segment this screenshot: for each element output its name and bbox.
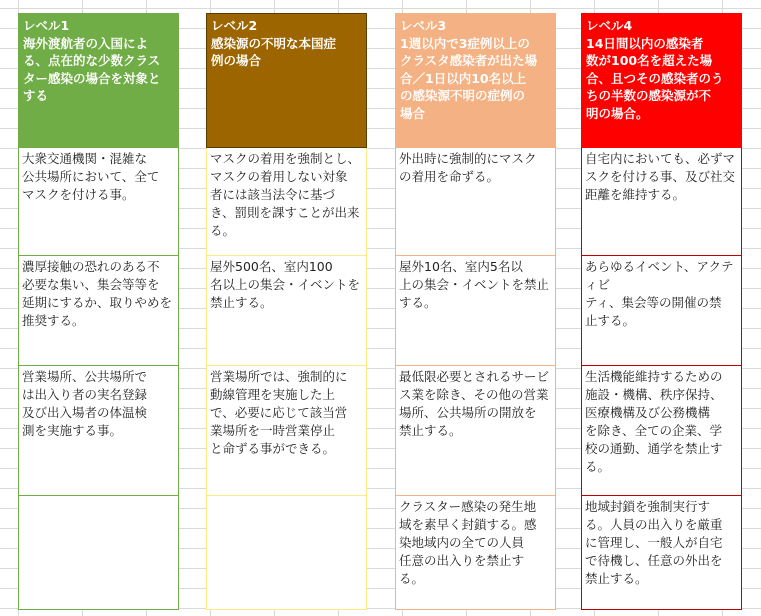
level-4-header-text: レベル4 14日間以内の感染者 数が100名を超えた場 合、且つその感染者のう ちの半数の感染源が不 明の場合。 [586, 18, 724, 121]
level-3-row-2-cell[interactable] [395, 256, 556, 366]
level-4-row-2-text: あらゆるイベント、アクティビ ティ、集会等の開催の禁 止する。 [585, 259, 734, 328]
level-3-column [395, 13, 556, 610]
level-3-row-1-cell[interactable] [395, 148, 556, 256]
level-3-row-2-text: 屋外10名、室内5名以 上の集会・イベントを禁止 する。 [399, 259, 550, 310]
level-3-row-3-cell[interactable] [395, 366, 556, 496]
level-1-row-2-text: 濃厚接触の恐れのある不 必要な集い、集会等等を 延期にするか、取りやめを 推奨する。 [22, 259, 173, 328]
level-1-row-3-text: 営業場所、公共場所で は出入り者の実名登録 及び出入場者の体温検 測を実施する事。 [22, 369, 148, 438]
level-2-header[interactable] [206, 13, 367, 148]
level-1-column [18, 13, 179, 610]
level-1-row-1-text: 大衆交通機関・混雑な 公共場所において、全て マスクを付ける事。 [22, 151, 160, 202]
level-3-row-4-text: クラスター感染の発生地 域を素早く封鎖する。感 染地域内の全ての人員 任意の出入りを禁止す る。 [399, 499, 537, 586]
level-4-row-2-cell[interactable] [581, 256, 742, 366]
level-1-header-text: レベル1 海外渡航者の入国によ る、点在的な少数クラス ター感染の場合を対象と する [23, 18, 161, 103]
level-3-header-text: レベル3 1週以内で3症例以上の クラスタ感染者が出た場 合／1日以内10名以上 の感染源不明の症例の 場合 [400, 18, 538, 121]
level-3-row-1-text: 外出時に強制的にマスク の着用を命ずる。 [399, 151, 537, 184]
level-4-row-1-cell[interactable] [581, 148, 742, 256]
level-3-row-4-cell[interactable] [395, 496, 556, 610]
level-2-row-1-text: マスクの着用を強制とし、 マスクの着用しない対象 者には該当法令に基づ き、罰則を課すことが出来 る。 [210, 151, 361, 238]
level-2-row-2-text: 屋外500名、室内100 名以上の集会・イベントを 禁止する。 [210, 259, 361, 310]
level-4-row-3-text: 生活機能維持するための 施設・機構、秩序保持、 医療機構及び公務機構 を除き、全ての企業、学 校の通勤、通学を禁止す る。 [585, 369, 723, 474]
level-4-row-4-cell[interactable] [581, 496, 742, 610]
level-4-header[interactable] [581, 13, 742, 148]
level-2-row-4-cell[interactable] [206, 496, 367, 610]
level-2-column [206, 13, 367, 610]
level-4-row-3-cell[interactable] [581, 366, 742, 496]
level-2-row-1-cell[interactable] [206, 148, 367, 256]
level-4-row-1-text: 自宅内においても、必ずマ スクを付ける事、及び社交 距離を維持する。 [585, 151, 736, 202]
level-1-row-3-cell[interactable] [18, 366, 179, 496]
level-1-row-2-cell[interactable] [18, 256, 179, 366]
level-1-row-1-cell[interactable] [18, 148, 179, 256]
level-4-row-4-text: 地域封鎖を強制実行す る。人員の出入りを厳重 に管理し、一般人が自宅 で待機し、任意の外出を 禁止する。 [585, 499, 723, 586]
level-4-column [581, 13, 742, 610]
level-3-header[interactable] [395, 13, 556, 148]
level-2-header-text: レベル2 感染源の不明な本国症 例の場合 [211, 18, 337, 68]
level-2-row-3-cell[interactable] [206, 366, 367, 496]
level-2-row-3-text: 営業場所では、強制的に 動線管理を実施した上 で、必要に応じて該当営 業場所を一時営業停止 と命ずる事ができる。 [210, 369, 348, 456]
level-2-row-2-cell[interactable] [206, 256, 367, 366]
level-3-row-3-text: 最低限必要とされるサービ ス業を除き、その他の営業 場所、公共場所の開放を 禁止する。 [399, 369, 550, 438]
level-1-row-4-cell[interactable] [18, 496, 179, 610]
level-1-header[interactable] [18, 13, 179, 148]
